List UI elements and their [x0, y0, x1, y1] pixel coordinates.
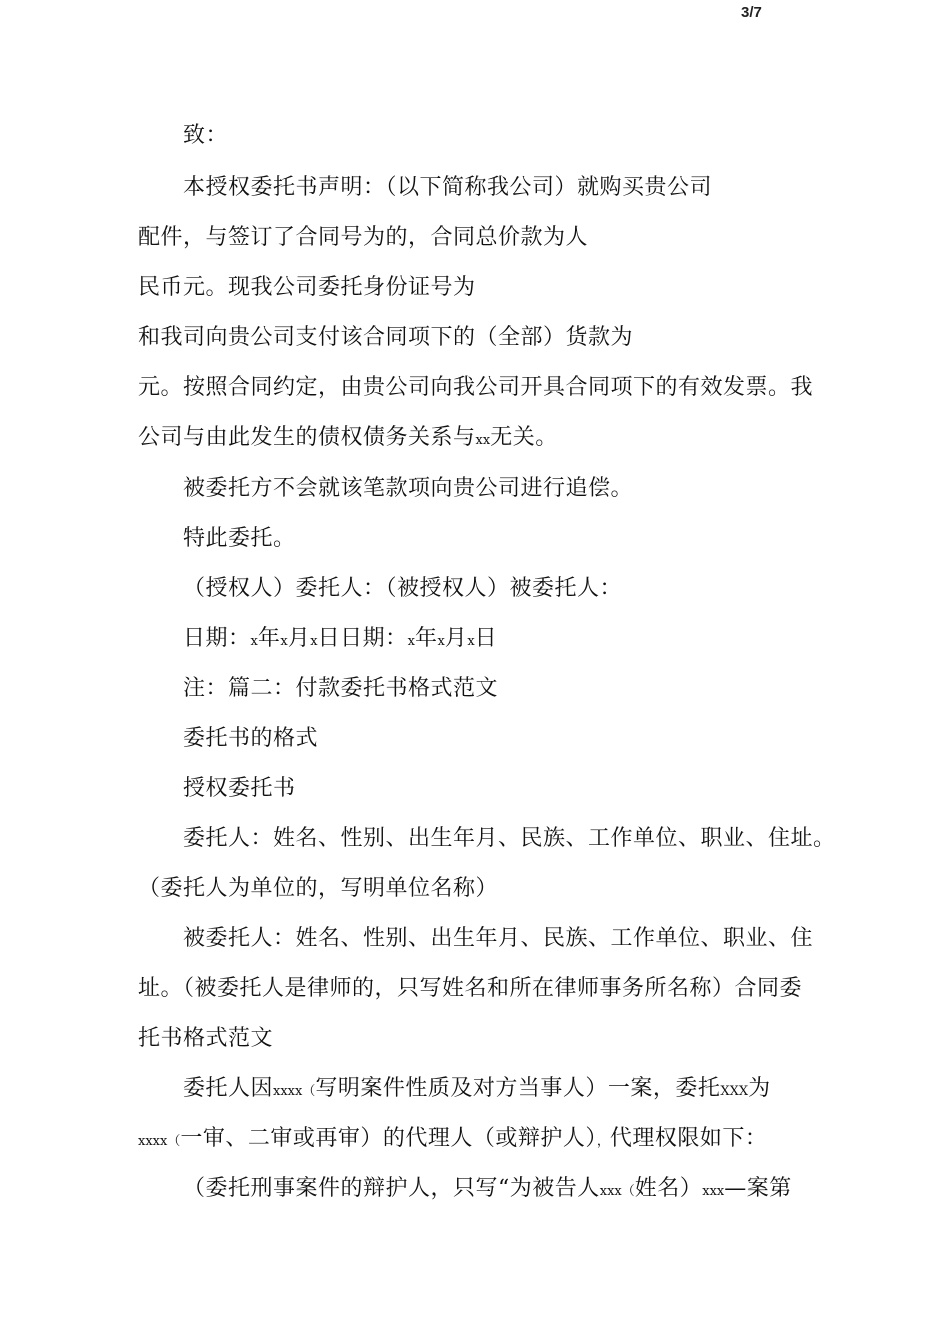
page-number: 3/7: [741, 4, 762, 21]
text-line: 元。按照合同约定，由贵公司向我公司开具合同项下的有效发票。我: [138, 375, 814, 400]
text-line: 配件，与签订了合同号为的，合同总价款为人: [138, 225, 589, 250]
text-line: xxxx（一审、二审或再审）的代理人（或辩护人），代理权限如下：: [138, 1126, 768, 1151]
text-line: （委托刑事案件的辩护人，只写“为被告人xxx（姓名）xxx—案第: [183, 1176, 792, 1201]
text-line: （委托人为单位的，写明单位名称）: [138, 876, 499, 901]
text-line: 特此委托。: [183, 526, 296, 551]
text-line: 注：篇二：付款委托书格式范文: [183, 676, 499, 701]
text-line: 托书格式范文: [138, 1026, 274, 1051]
text-line: 本授权委托书声明：（以下简称我公司）就购买贵公司: [183, 175, 713, 200]
text-line: 委托人因xxxx（写明案件性质及对方当事人）一案，委托XXX为: [183, 1076, 771, 1101]
text-line: 委托人：姓名、性别、出生年月、民族、工作单位、职业、住址。: [183, 826, 836, 851]
text-line: 被委托方不会就该笔款项向贵公司进行追偿。: [183, 476, 634, 501]
text-line: 和我司向贵公司支付该合同项下的（全部）货款为: [138, 325, 634, 350]
section-heading: 委托书的格式: [183, 726, 319, 751]
text-line: 公司与由此发生的债权债务关系与xx无关。: [138, 425, 558, 450]
section-heading: 授权委托书: [183, 776, 296, 801]
text-line-dates: 日期：x年x月x日日期：x年x月x日: [183, 626, 498, 651]
text-line-salutation: 致：: [183, 123, 229, 148]
text-line: 民币元。现我公司委托身份证号为: [138, 275, 476, 300]
text-line: 址。（被委托人是律师的，只写姓名和所在律师事务所名称）合同委: [138, 976, 803, 1001]
text-line: 被委托人：姓名、性别、出生年月、民族、工作单位、职业、住: [183, 926, 814, 951]
text-line-signatories: （授权人）委托人：（被授权人）被委托人：: [183, 576, 623, 601]
